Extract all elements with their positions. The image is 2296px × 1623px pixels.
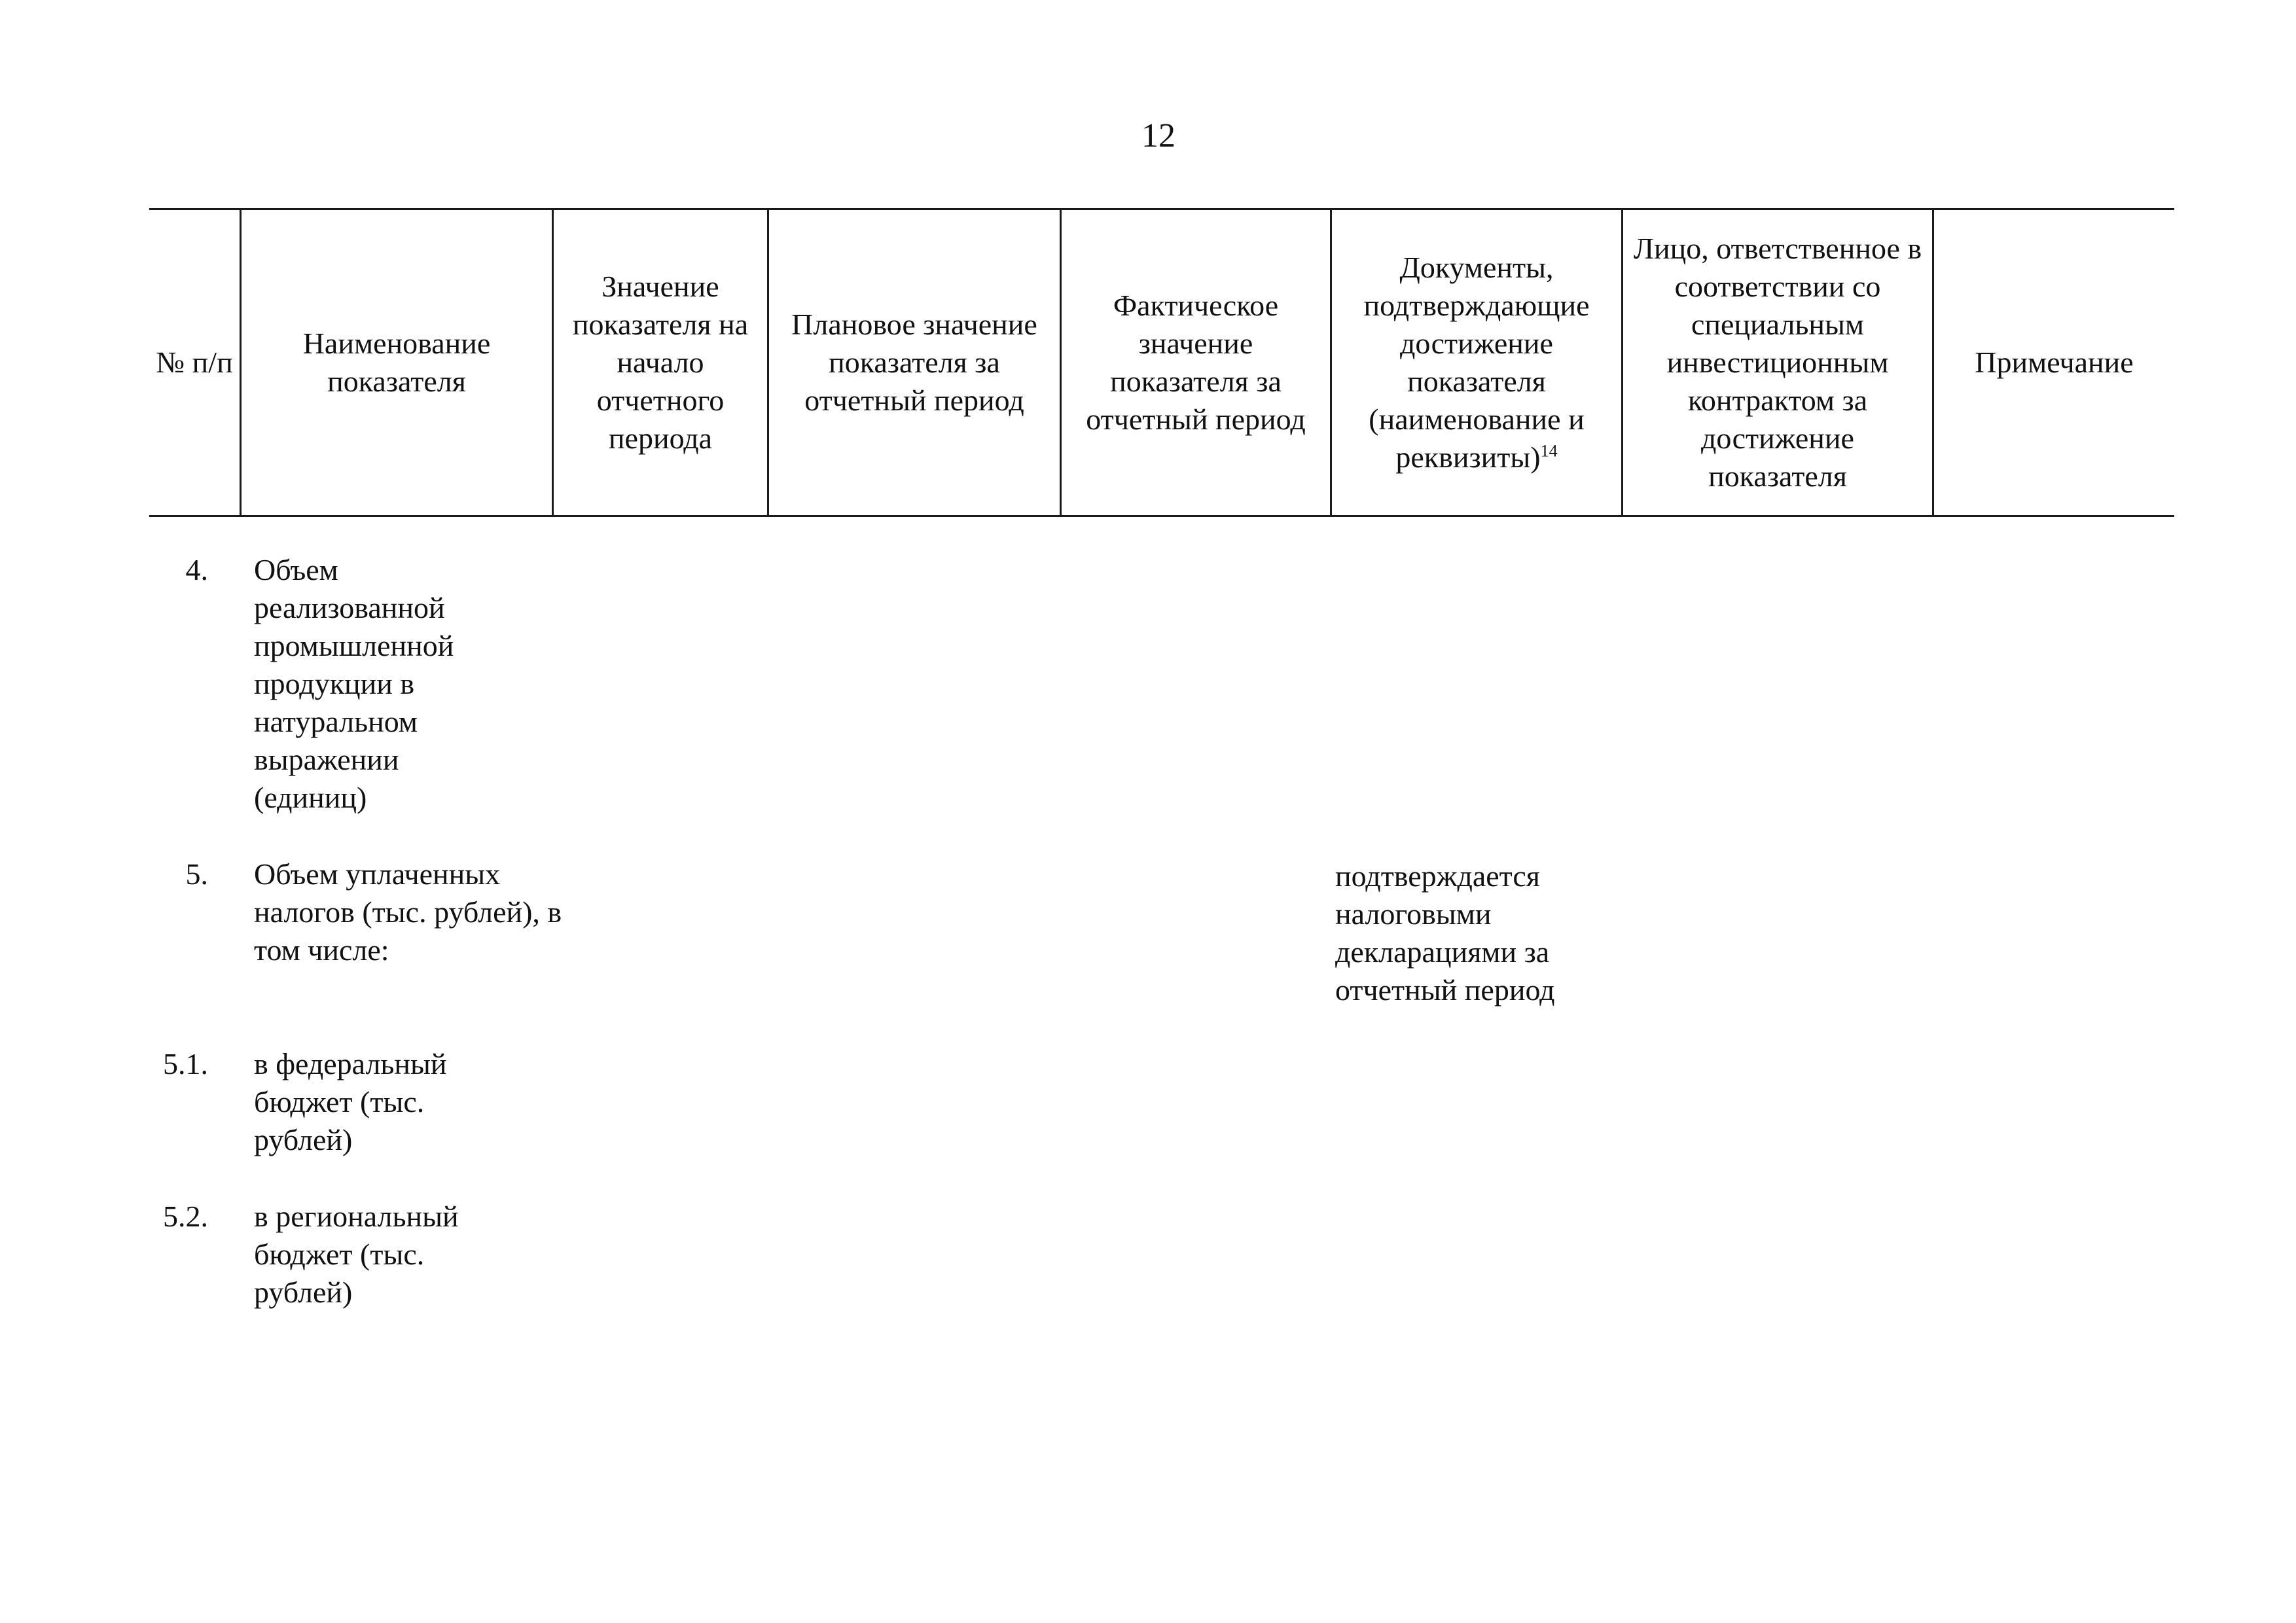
header-actual-value: Фактическое значение показателя за отчетный период [1086, 289, 1306, 436]
header-note: Примечание [1975, 346, 2134, 379]
footnote-marker: 14 [1540, 441, 1558, 461]
header-responsible: Лицо, ответственное в соответствии со специальным инвестиционным контрактом за достижение показателя [1633, 232, 1922, 493]
header-plan-value: Плановое значение показателя за отчетный период [791, 308, 1037, 417]
row-number: 4. [185, 553, 208, 586]
row-number: 5. [185, 857, 208, 891]
row-indicator-name: в федеральный бюджет (тыс. рублей) [254, 1047, 447, 1156]
row-documents: подтверждается налоговыми декларациями за отчетный период [1335, 859, 1555, 1007]
header-name: Наименование показателя [302, 327, 491, 398]
header-start-value: Значение показателя на начало отчетного периода [572, 270, 749, 455]
row-indicator-name: в региональный бюджет (тыс. рублей) [254, 1200, 459, 1309]
page-number: 12 [1141, 117, 1175, 154]
header-num: № п/п [156, 346, 233, 379]
table-header [149, 208, 2174, 517]
row-number: 5.1. [163, 1047, 208, 1080]
row-indicator-name: Объем реализованной промышленной продукции в натуральном выражении (единиц) [254, 553, 454, 814]
row-indicator-name: Объем уплаченных налогов (тыс. рублей), в том числе: [254, 857, 562, 967]
row-number: 5.2. [163, 1200, 208, 1233]
header-documents: Документы, подтверждающие достижение показателя (наименование и реквизиты)$^{14}$ [1363, 251, 1590, 474]
